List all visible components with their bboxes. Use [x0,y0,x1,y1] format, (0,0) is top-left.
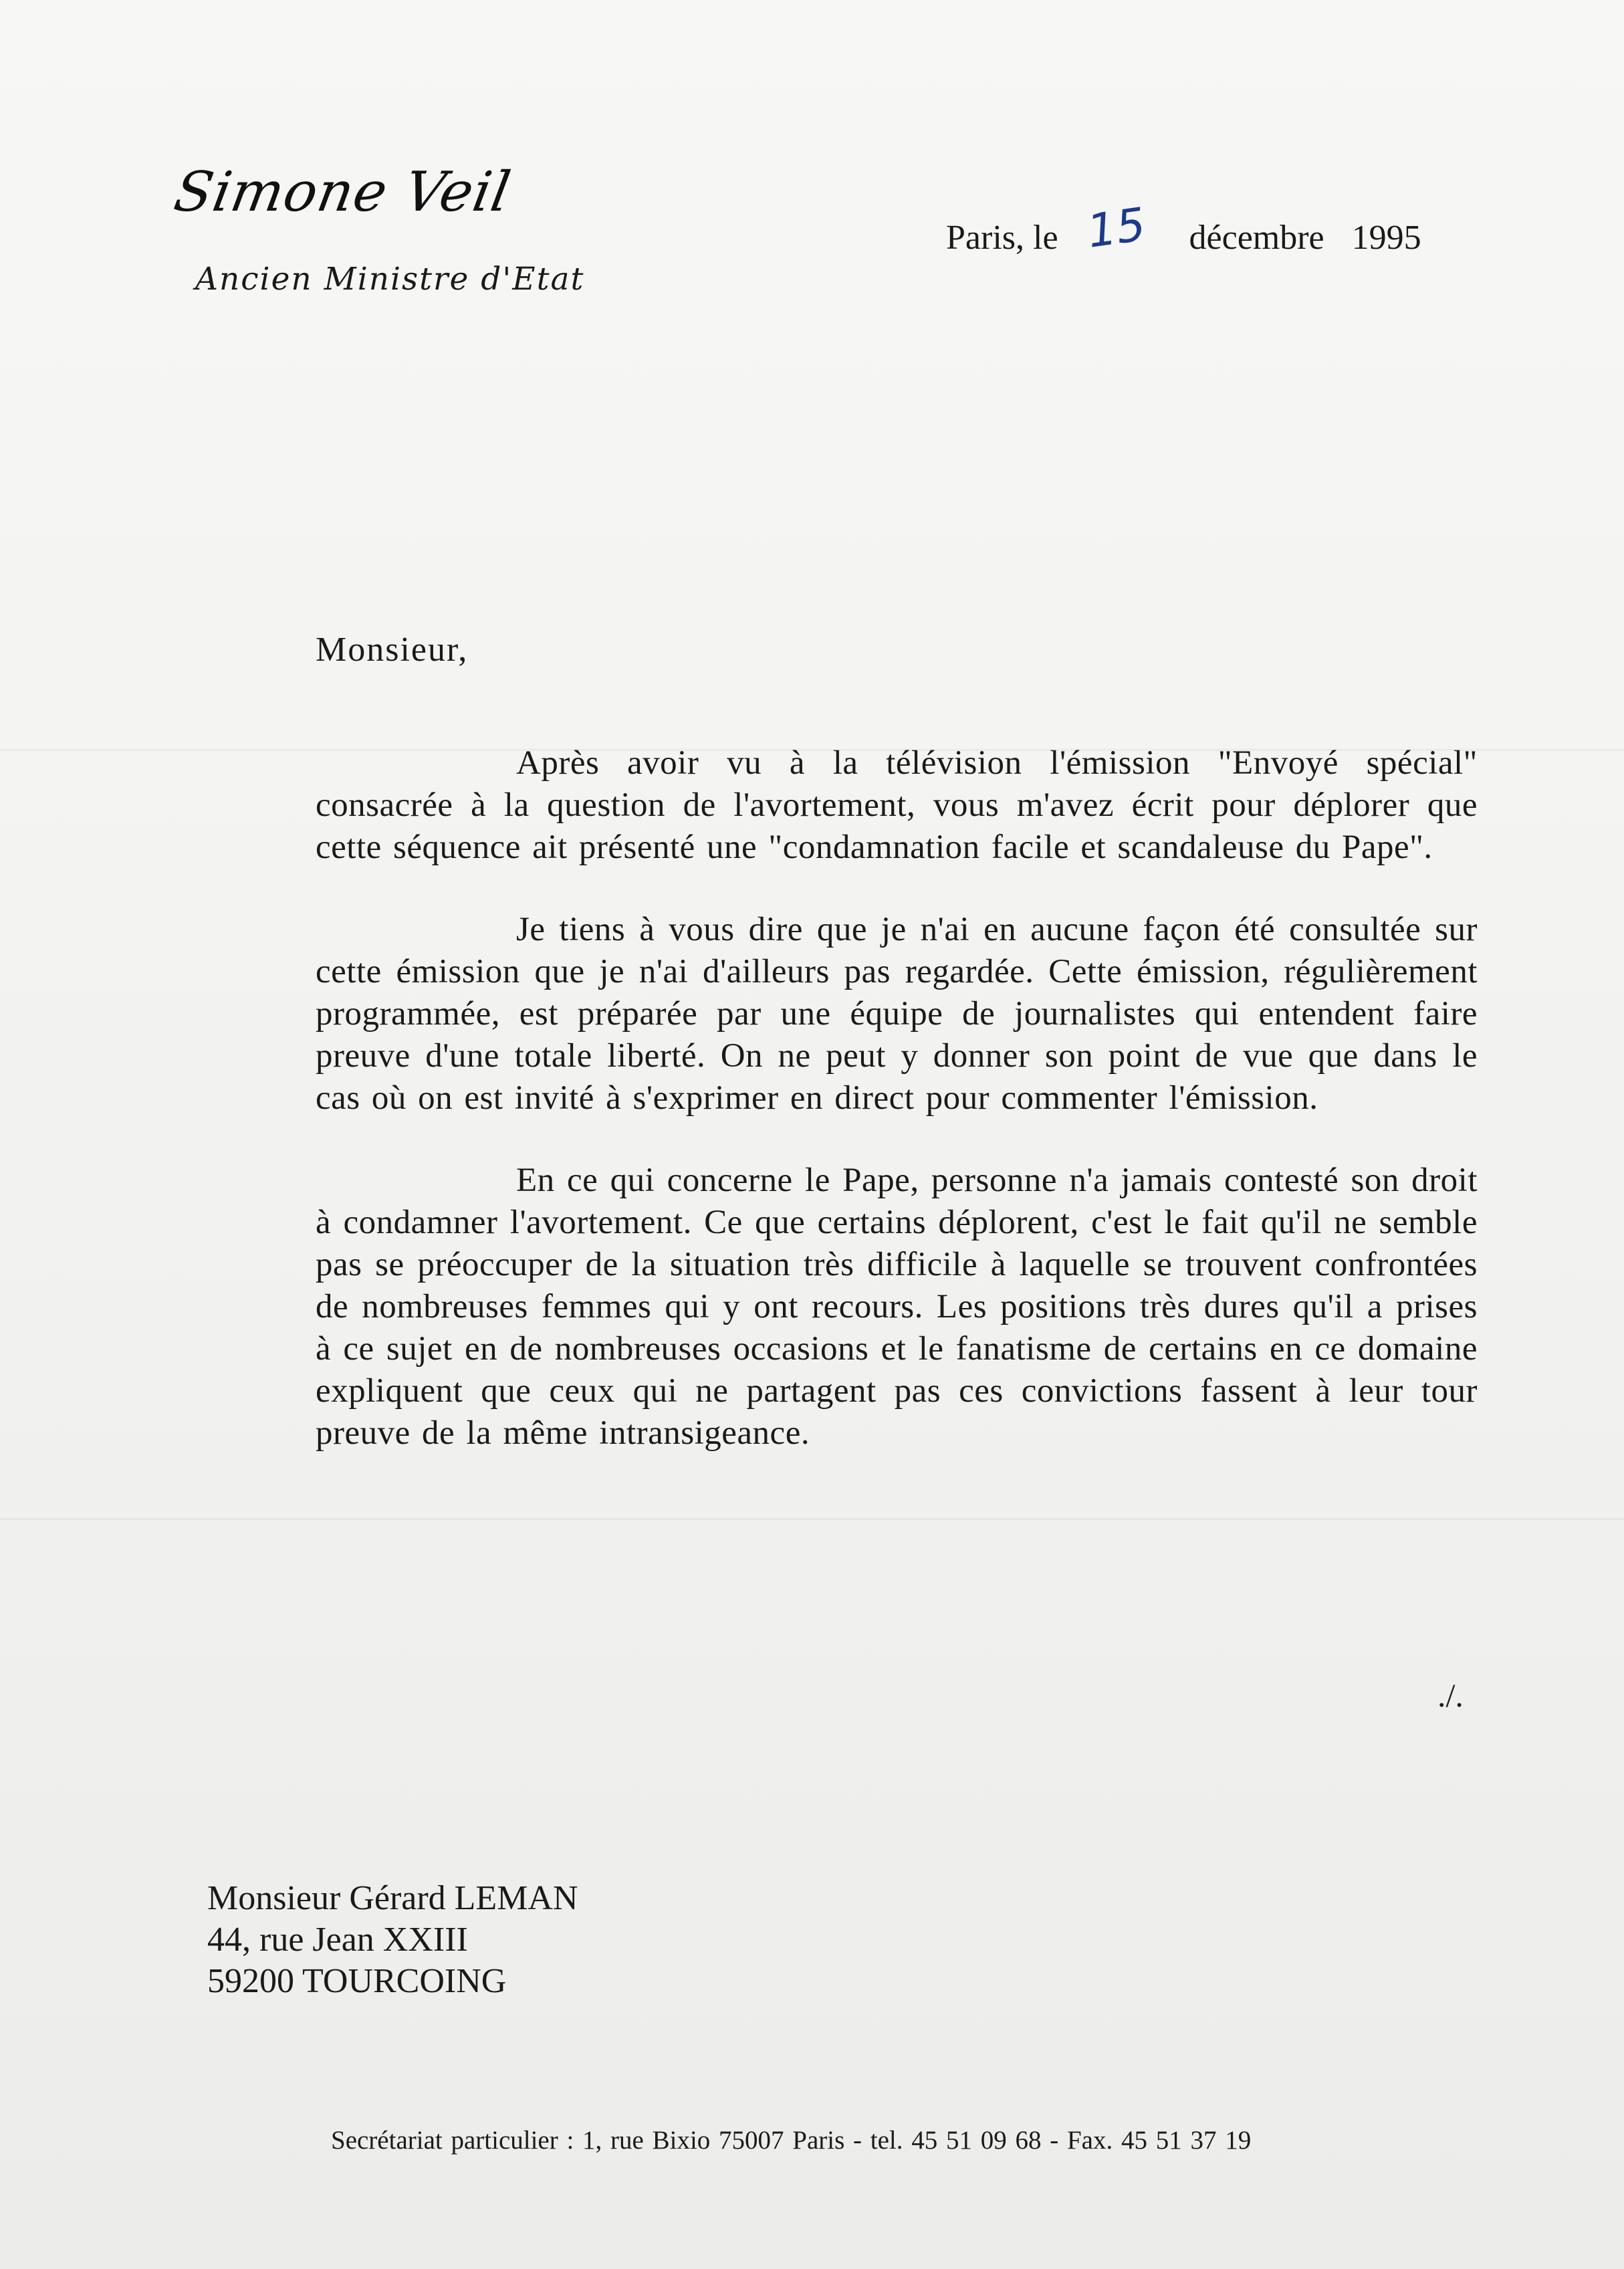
recipient-line: 44, rue Jean XXIII [207,1921,468,1959]
paragraph-3: En ce qui concerne le Pape, personne n'a jamais contesté son droit à condamner l'avortement. Ce que certains déplorent, c'est le fait qu'il ne semble pas se préoccuper de la situation très difficile à laquelle se trouvent confrontées de nombreuses femmes qui y ont recours. Les positions très dures qu'il a prises à ce sujet en de nombreuses occasions et le fanatisme de certains en ce domaine expliquent que ceux qui ne partagent pas ces convictions fassent à leur tour preuve de la même intransigeance. [316,1162,1478,1452]
dateline-place: Paris, le [946,219,1058,257]
dateline-day-handwritten: 15 [1084,198,1149,259]
footer-contact: Secrétariat particulier : 1, rue Bixio 75007 Paris - tel. 45 51 09 68 - Fax. 45 51 37 19 [331,2126,1252,2155]
letterhead-name: Simone Veil [169,160,515,224]
dateline-month: décembre [1189,219,1324,257]
dateline-year: 1995 [1351,219,1421,257]
recipient-line: Monsieur Gérard LEMAN [207,1879,578,1917]
recipient-address [207,1878,578,2002]
paragraph-1: Après avoir vu à la télévision l'émission "Envoyé spécial" consacrée à la question de l'avortement, vous m'avez écrit pour déplorer que cette séquence ait présenté une "condamnation facile et scandaleuse du Pape". [316,744,1478,866]
continued-mark: ./. [1437,1677,1464,1714]
letterhead [169,160,515,224]
dateline [946,198,1421,260]
paragraph-2: Je tiens à vous dire que je n'ai en aucune façon été consultée sur cette émission que je n'ai d'ailleurs pas regardée. Cette émission, régulièrement programmée, est préparée par une équipe de journalistes qui entendent faire preuve d'une totale liberté. On ne peut y donner son point de vue que dans le cas où on est invité à s'exprimer en direct pour commenter l'émission. [316,911,1478,1117]
letter-body [316,742,1478,1495]
greeting: Monsieur, [316,631,469,669]
fold-line [0,1518,1624,1520]
letterhead-title: Ancien Ministre d'Etat [195,261,585,298]
recipient-line: 59200 TOURCOING [207,1962,507,2000]
